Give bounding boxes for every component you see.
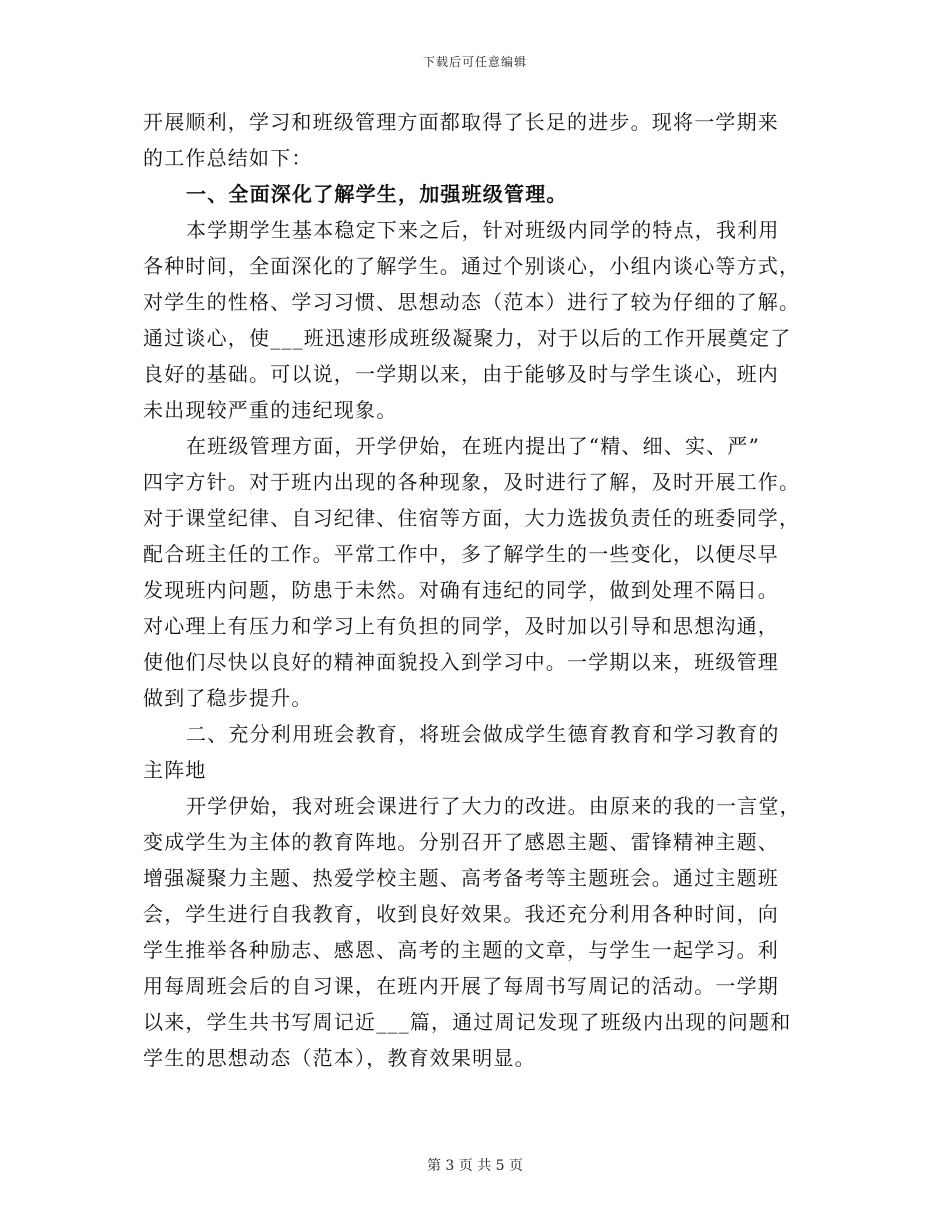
text-line: 增强凝聚力主题、热爱学校主题、高考备考等主题班会。通过主题班 bbox=[143, 866, 779, 890]
text-line: 会，学生进行自我教育，收到良好效果。我还充分利用各种时间，向 bbox=[143, 902, 779, 926]
text-line: 变成学生为主体的教育阵地。分别召开了感恩主题、雷锋精神主题、 bbox=[143, 830, 779, 854]
page-header-note: 下载后可任意编辑 bbox=[422, 55, 527, 69]
text-line: 用每周班会后的自习课，在班内开展了每周书写周记的活动。一学期 bbox=[143, 974, 779, 998]
text-line: 使他们尽快以良好的精神面貌投入到学习中。一学期以来，班级管理 bbox=[143, 650, 779, 674]
text-line: 本学期学生基本稳定下来之后，针对班级内同学的特点，我利用 bbox=[186, 218, 780, 242]
text-line: 的工作总结如下： bbox=[143, 146, 313, 170]
document-body bbox=[143, 104, 815, 1076]
text-line: 未出现较严重的违纪现象。 bbox=[143, 398, 398, 422]
text-line: 发现班内问题，防患于未然。对确有违纪的同学，做到处理不隔日。 bbox=[143, 578, 779, 602]
section-heading-line: 一、全面深化了解学生，加强班级管理。 bbox=[186, 182, 568, 206]
text-line: 四字方针。对于班内出现的各种现象，及时进行了解，及时开展工作。 bbox=[143, 470, 801, 494]
text-line: 对学生的性格、学习习惯、思想动态（范本）进行了较为仔细的了解。 bbox=[143, 290, 801, 314]
text-line: 配合班主任的工作。平常工作中，多了解学生的一些变化，以便尽早 bbox=[143, 542, 779, 566]
text-line: 良好的基础。可以说，一学期以来，由于能够及时与学生谈心，班内 bbox=[143, 362, 779, 386]
text-line: 开展顺利，学习和班级管理方面都取得了长足的进步。现将一学期来 bbox=[143, 110, 779, 134]
text-line: 做到了稳步提升。 bbox=[143, 686, 313, 710]
text-line: 二、充分利用班会教育，将班会做成学生德育教育和学习教育的 bbox=[186, 722, 780, 746]
text-line: 通过谈心，使___班迅速形成班级凝聚力，对于以后的工作开展奠定了 bbox=[143, 326, 792, 350]
text-line: 学生的思想动态（范本），教育效果明显。 bbox=[143, 1046, 536, 1070]
text-line: 开学伊始，我对班会课进行了大力的改进。由原来的我的一言堂， bbox=[186, 794, 801, 818]
text-line: 主阵地 bbox=[143, 758, 207, 782]
text-line: 对于课堂纪律、自习纪律、住宿等方面，大力选拔负责任的班委同学， bbox=[143, 506, 801, 530]
text-line: 对心理上有压力和学习上有负担的同学，及时加以引导和思想沟通， bbox=[143, 614, 779, 638]
text-line: 各种时间，全面深化的了解学生。通过个别谈心，小组内谈心等方式， bbox=[143, 254, 801, 278]
text-line: 在班级管理方面，开学伊始，在班内提出了“精、细、实、严” bbox=[186, 434, 761, 458]
page-number-footer: 第 3 页 共 5 页 bbox=[426, 1158, 524, 1174]
text-line: 学生推举各种励志、感恩、高考的主题的文章，与学生一起学习。利 bbox=[143, 938, 779, 962]
text-line: 以来，学生共书写周记近___篇，通过周记发现了班级内出现的问题和 bbox=[143, 1010, 792, 1034]
